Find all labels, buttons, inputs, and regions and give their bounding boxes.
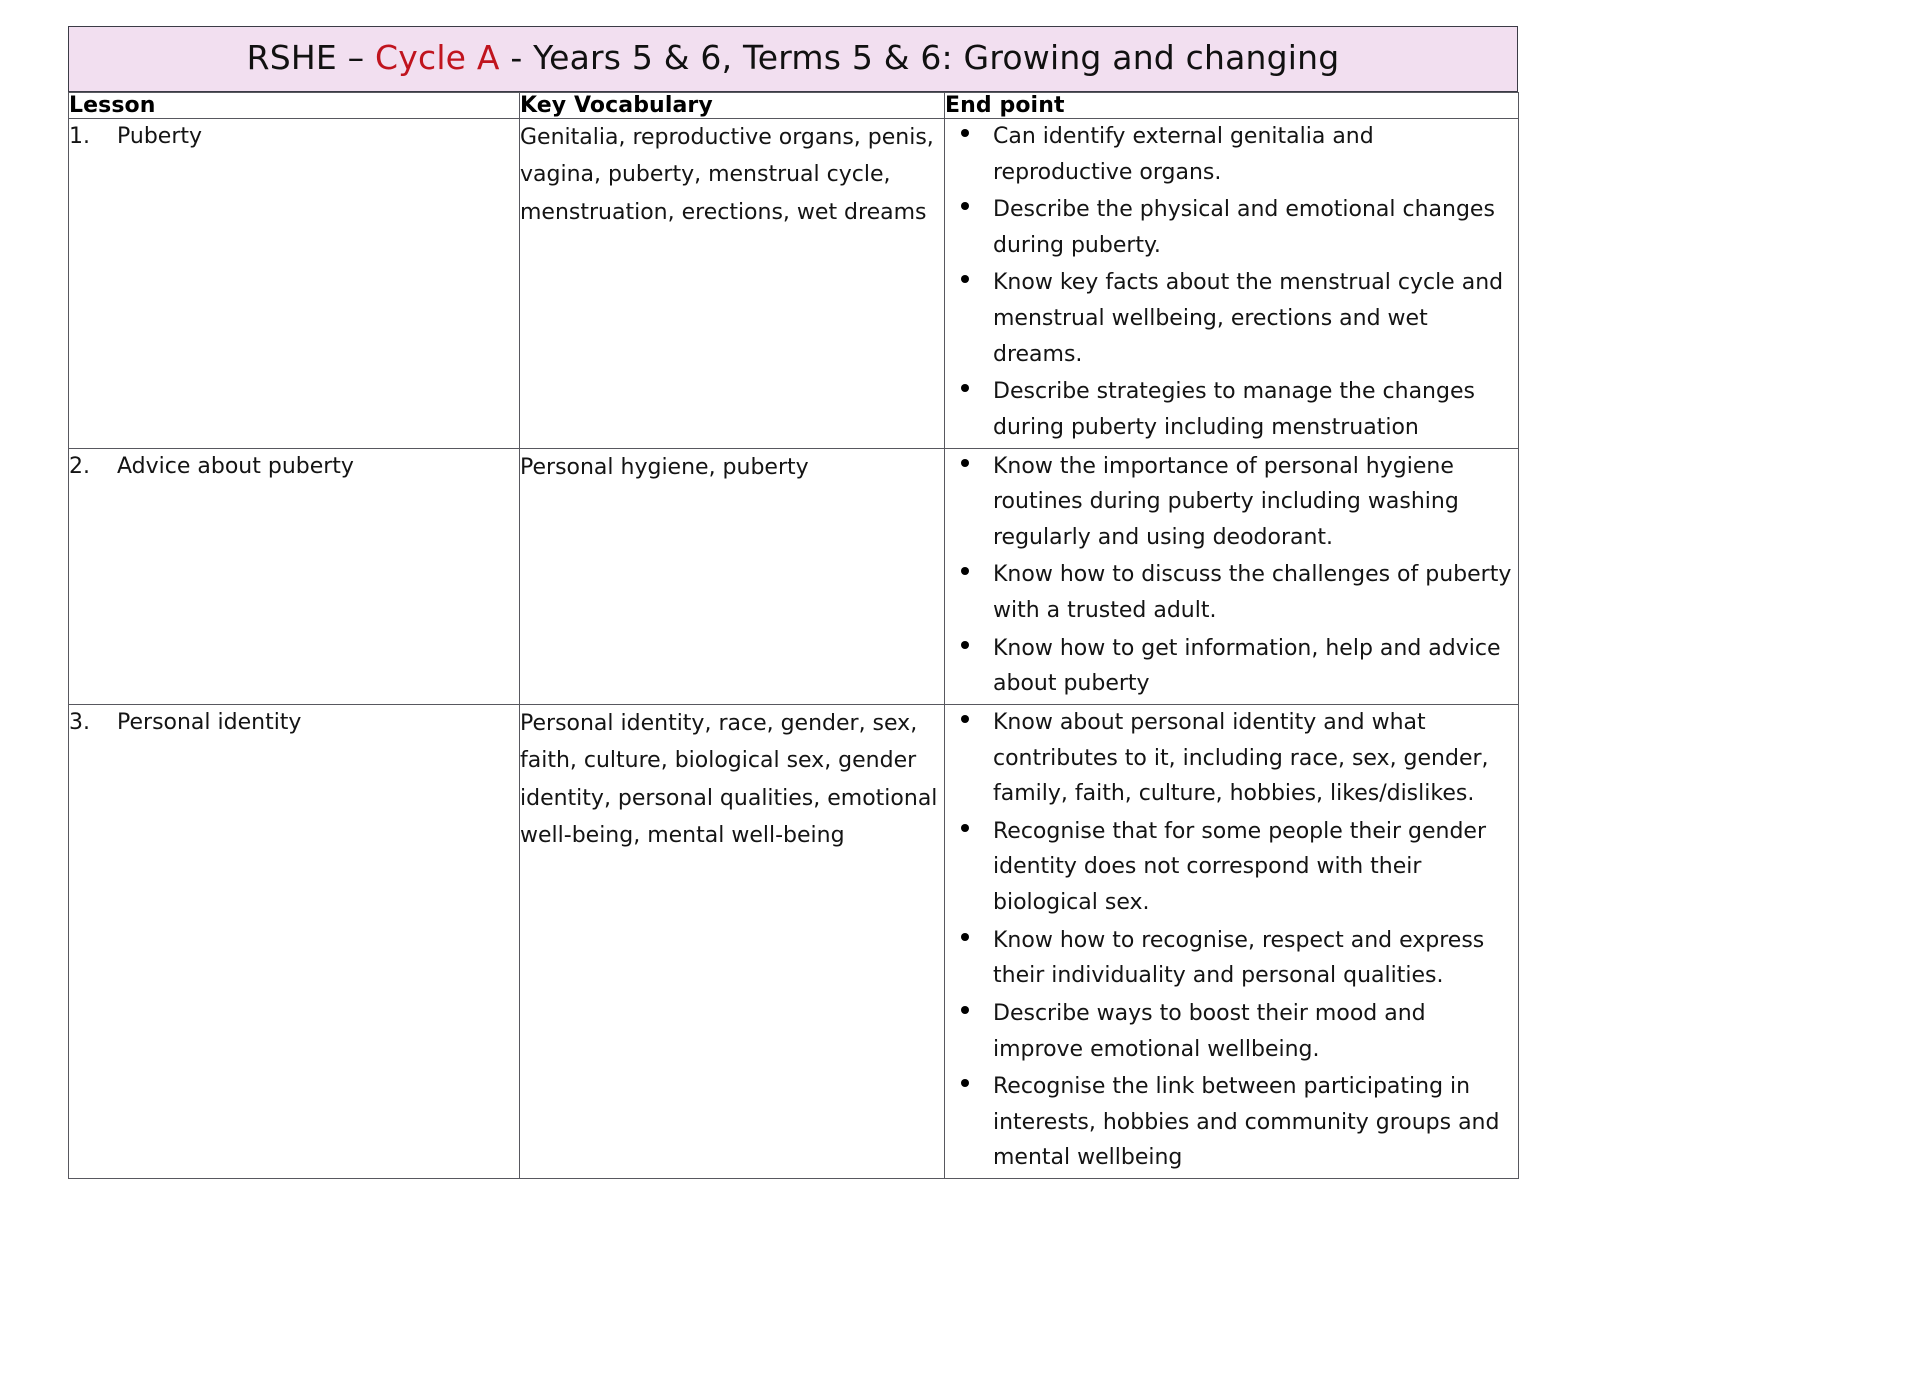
lesson-cell [69,448,520,704]
vocabulary-text: Personal identity, race, gender, sex, faith, culture, biological sex, gender identity, personal qualities, emotional well-being, mental well-being [520,710,938,849]
vocabulary-cell [520,704,945,1178]
lesson-cell [69,704,520,1178]
lesson-number: 3. [69,709,90,735]
lesson-entry [69,119,519,155]
endpoint-item [945,557,1518,628]
bullet-icon [945,119,993,155]
column-header-vocabulary [520,92,945,118]
lesson-number: 2. [69,453,90,479]
endpoint-item [945,1069,1518,1176]
endpoint-item [945,449,1518,556]
document-title-banner [68,26,1518,92]
endpoint-text: Know how to discuss the challenges of puberty with a trusted adult. [993,562,1512,624]
column-header-vocabulary-label: Key Vocabulary [520,92,713,118]
endpoint-text: Recognise the link between participating in interests, hobbies and community groups and mental wellbeing [993,1074,1500,1171]
column-header-endpoint [945,92,1519,118]
endpoint-text: Describe ways to boost their mood and improve emotional wellbeing. [993,1000,1426,1062]
endpoint-cell [945,448,1519,704]
page-title [69,39,1517,77]
column-header-lesson [69,92,520,118]
vocabulary-cell [520,118,945,448]
endpoint-item [945,631,1518,702]
endpoint-item [945,814,1518,921]
lesson-entry [69,705,519,741]
endpoint-item [945,119,1518,190]
bullet-icon [945,996,993,1032]
bullet-icon [945,374,993,410]
vocabulary-text: Genitalia, reproductive organs, penis, vagina, puberty, menstrual cycle, menstruation, erections, wet dreams [520,124,934,225]
rshe-curriculum-document [68,26,1518,1179]
endpoint-text: Can identify external genitalia and reproductive organs. [993,123,1374,185]
lesson-entry [69,449,519,485]
bullet-icon [945,557,993,593]
title-suffix: - Years 5 & 6, Terms 5 & 6: Growing and changing [499,38,1340,77]
vocabulary-cell [520,448,945,704]
bullet-icon [945,705,993,741]
table-header-row [69,92,1519,118]
lesson-title: Advice about puberty [117,453,354,479]
endpoint-text: Know how to get information, help and advice about puberty [993,635,1501,697]
endpoint-text: Know key facts about the menstrual cycle and menstrual wellbeing, erections and wet dreams. [993,270,1504,367]
endpoint-item [945,192,1518,263]
endpoint-text: Know how to recognise, respect and express their individuality and personal qualities. [993,927,1485,989]
bullet-icon [945,923,993,959]
lesson-number: 1. [69,123,90,149]
endpoint-cell [945,704,1519,1178]
title-prefix: RSHE – [246,38,375,77]
endpoint-item [945,705,1518,812]
bullet-icon [945,449,993,485]
endpoint-item [945,923,1518,994]
endpoint-text: Know the importance of personal hygiene routines during puberty including washing regularly and using deodorant. [993,453,1459,550]
endpoint-text: Describe strategies to manage the changes during puberty including menstruation [993,379,1475,440]
endpoint-cell [945,118,1519,448]
endpoint-item [945,996,1518,1067]
vocabulary-text: Personal hygiene, puberty [520,454,809,480]
lesson-title: Personal identity [117,709,302,735]
lesson-title: Puberty [117,123,203,149]
curriculum-table [68,92,1519,1179]
bullet-icon [945,265,993,301]
bullet-icon [945,1069,993,1105]
endpoint-text: Describe the physical and emotional changes during puberty. [993,197,1495,258]
endpoint-list [945,119,1518,446]
table-row [69,448,1519,704]
endpoint-list [945,705,1518,1176]
bullet-icon [945,814,993,850]
endpoint-list [945,449,1518,702]
lesson-cell [69,118,520,448]
bullet-icon [945,631,993,667]
endpoint-item [945,265,1518,372]
table-row [69,704,1519,1178]
endpoint-text: Know about personal identity and what contributes to it, including race, sex, gender, family, faith, culture, hobbies, likes/dislikes. [993,709,1489,807]
bullet-icon [945,192,993,228]
table-row [69,118,1519,448]
title-accent-cycle: Cycle A [375,38,500,77]
column-header-lesson-label: Lesson [69,92,156,118]
column-header-endpoint-label: End point [945,92,1065,118]
endpoint-text: Recognise that for some people their gender identity does not correspond with their biological sex. [993,818,1487,916]
endpoint-item [945,374,1518,445]
